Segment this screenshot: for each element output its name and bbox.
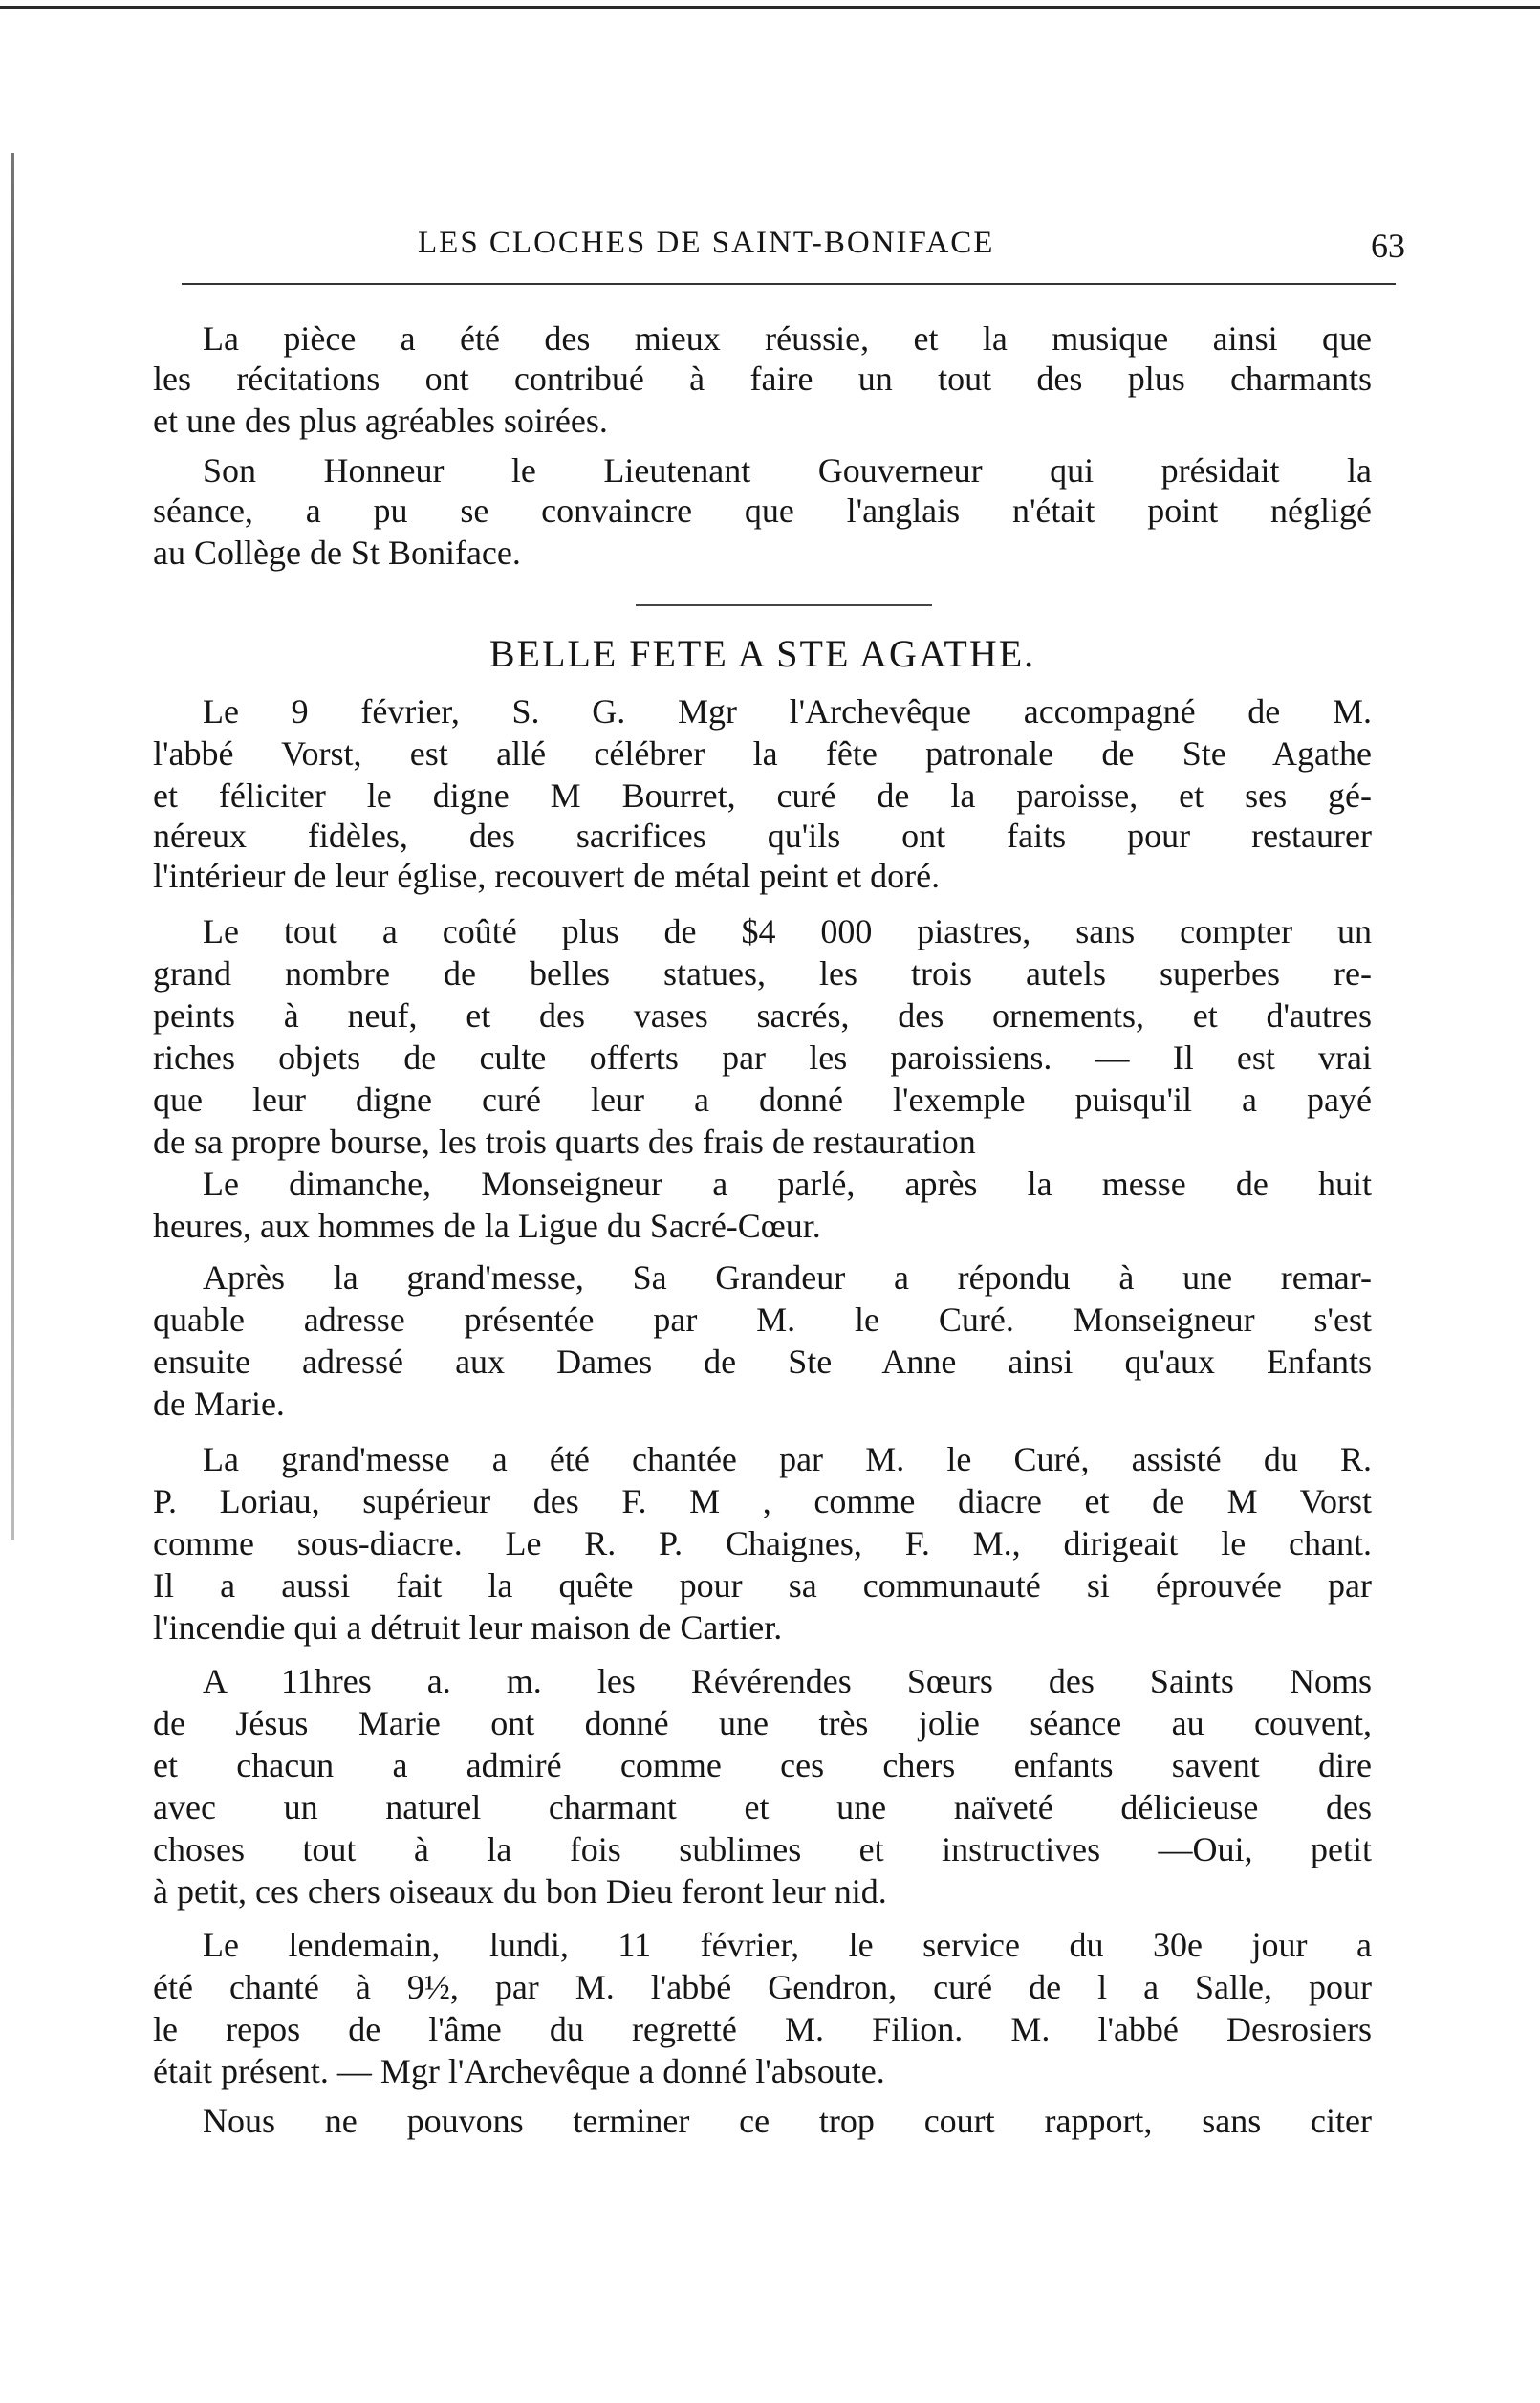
text-line: séance, a pu se convaincre que l'anglais n'était point négligé [153, 492, 1372, 530]
text-line: et féliciter le digne M Bourret, curé de la paroisse, et ses gé- [153, 776, 1372, 815]
page-number: 63 [1371, 227, 1405, 265]
text-line: avec un naturel charmant et une naïveté délicieuse des [153, 1788, 1372, 1826]
text-line: le repos de l'âme du regretté M. Filion. M. l'abbé Desrosiers [153, 2010, 1372, 2048]
text-line: et chacun a admiré comme ces chers enfants savent dire [153, 1746, 1372, 1784]
text-line: de Jésus Marie ont donné une très jolie séance au couvent, [153, 1704, 1372, 1742]
text-line: Le dimanche, Monseigneur a parlé, après la messe de huit [203, 1165, 1372, 1203]
header-rule [182, 283, 1396, 285]
text-line: Nous ne pouvons terminer ce trop court rapport, sans citer [203, 2102, 1372, 2140]
text-line: au Collège de St Boniface. [153, 534, 521, 572]
text-line: à petit, ces chers oiseaux du bon Dieu feront leur nid. [153, 1872, 887, 1911]
text-line: de sa propre bourse, les trois quarts des frais de restauration [153, 1123, 976, 1161]
text-line: grand nombre de belles statues, les trois autels superbes re- [153, 954, 1372, 993]
text-line: et une des plus agréables soirées. [153, 402, 608, 440]
text-line: que leur digne curé leur a donné l'exemple puisqu'il a payé [153, 1081, 1372, 1119]
section-separator [636, 604, 932, 606]
text-line: Il a aussi fait la quête pour sa communauté si éprouvée par [153, 1566, 1372, 1605]
text-line: peints à neuf, et des vases sacrés, des ornements, et d'autres [153, 996, 1372, 1035]
text-line: La grand'messe a été chantée par M. le Curé, assisté du R. [203, 1440, 1372, 1478]
text-line: était présent. — Mgr l'Archevêque a donné l'absoute. [153, 2052, 885, 2090]
text-line: La pièce a été des mieux réussie, et la musique ainsi que [203, 319, 1372, 358]
text-line: de Marie. [153, 1385, 285, 1423]
text-line: l'incendie qui a détruit leur maison de Cartier. [153, 1608, 783, 1647]
text-line: Le 9 février, S. G. Mgr l'Archevêque accompagné de M. [203, 692, 1372, 731]
running-title: LES CLOCHES DE SAINT-BONIFACE [418, 226, 995, 260]
section-title: BELLE FETE A STE AGATHE. [488, 632, 1036, 675]
text-line: l'intérieur de leur église, recouvert de métal peint et doré. [153, 857, 941, 895]
text-line: comme sous-diacre. Le R. P. Chaignes, F. M., dirigeait le chant. [153, 1524, 1372, 1562]
top-border-line [0, 6, 1540, 9]
text-line: Le lendemain, lundi, 11 février, le service du 30e jour a [203, 1926, 1372, 1964]
text-line: choses tout à la fois sublimes et instructives —Oui, petit [153, 1830, 1372, 1868]
text-line: Après la grand'messe, Sa Grandeur a répondu à une remar- [203, 1258, 1372, 1297]
page-header [177, 226, 1405, 273]
text-line: été chanté à 9½, par M. l'abbé Gendron, curé de l a Salle, pour [153, 1968, 1372, 2006]
text-line: les récitations ont contribué à faire un tout des plus charmants [153, 360, 1372, 398]
text-line: riches objets de culte offerts par les paroissiens. — Il est vrai [153, 1038, 1372, 1077]
text-line: P. Loriau, supérieur des F. M , comme diacre et de M Vorst [153, 1482, 1372, 1520]
text-line: A 11hres a. m. les Révérendes Sœurs des Saints Noms [203, 1662, 1372, 1700]
text-line: ensuite adressé aux Dames de Ste Anne ainsi qu'aux Enfants [153, 1343, 1372, 1381]
text-line: heures, aux hommes de la Ligue du Sacré-Cœur. [153, 1207, 821, 1245]
text-line: Le tout a coûté plus de $4 000 piastres, sans compter un [203, 912, 1372, 950]
text-line: néreux fidèles, des sacrifices qu'ils ont faits pour restaurer [153, 817, 1372, 855]
page-edge-shadow [11, 153, 14, 1540]
text-line: Son Honneur le Lieutenant Gouverneur qui présidait la [203, 451, 1372, 490]
text-line: quable adresse présentée par M. le Curé. Monseigneur s'est [153, 1300, 1372, 1339]
text-line: l'abbé Vorst, est allé célébrer la fête patronale de Ste Agathe [153, 734, 1372, 773]
